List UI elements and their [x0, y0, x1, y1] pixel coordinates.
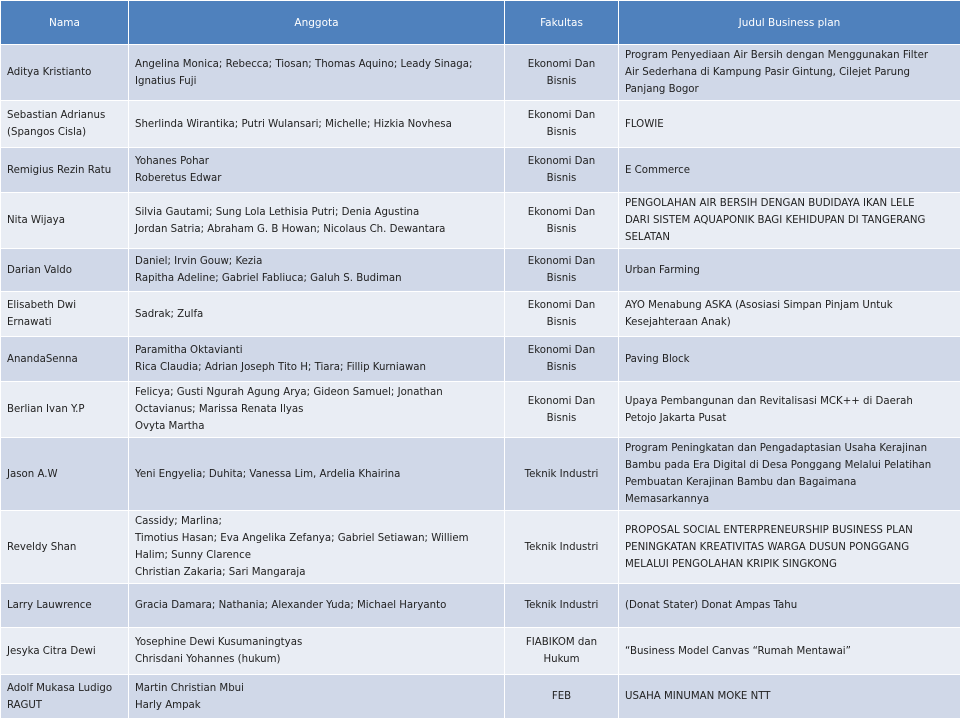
- business-plan-title-cell: [619, 249, 960, 292]
- cell-line: Felicya; Gusti Ngurah Agung Arya; Gideon Samuel; Jonathan: [135, 387, 443, 398]
- faculty-cell: [505, 675, 619, 719]
- cell-line: Bisnis: [546, 317, 577, 328]
- cell-line: Gracia Damara; Nathania; Alexander Yuda; Michael Haryanto: [135, 600, 447, 611]
- cell-line: FLOWIE: [625, 118, 664, 130]
- members-cell: [129, 337, 505, 382]
- cell-line: Teknik Industri: [524, 600, 599, 611]
- cell-line: Bisnis: [546, 127, 577, 138]
- cell-line: DARI SISTEM AQUAPONIK BAGI KEHIDUPAN DI TANGERANG: [625, 215, 926, 226]
- header-fakultas: Fakultas: [505, 1, 619, 45]
- table-row: [1, 438, 960, 511]
- business-plan-title-cell: [619, 45, 960, 101]
- cell-line: Panjang Bogor: [625, 84, 699, 95]
- members-cell: [129, 438, 505, 511]
- header-anggota: Anggota: [129, 1, 505, 45]
- name-cell: [1, 337, 129, 382]
- business-plan-title-cell: [619, 337, 960, 382]
- name-cell: [1, 675, 129, 719]
- name-cell: [1, 148, 129, 193]
- cell-line: SELATAN: [625, 232, 671, 243]
- cell-line: Halim; Sunny Clarence: [135, 550, 252, 561]
- name-cell: [1, 438, 129, 511]
- cell-line: Ekonomi Dan: [527, 345, 596, 356]
- cell-line: Ernawati: [7, 317, 52, 328]
- cell-line: Daniel; Irvin Gouw; Kezia: [135, 256, 263, 267]
- cell-line: AnandaSenna: [7, 353, 78, 365]
- cell-line: “Business Model Canvas “Rumah Mentawai”: [625, 645, 851, 657]
- faculty-cell: [505, 45, 619, 101]
- cell-line: USAHA MINUMAN MOKE NTT: [625, 691, 771, 702]
- cell-line: Ekonomi Dan: [527, 156, 596, 167]
- cell-line: Paving Block: [625, 353, 690, 365]
- cell-line: Teknik Industri: [524, 541, 599, 553]
- cell-line: Octavianus; Marissa Renata Ilyas: [135, 404, 304, 415]
- business-plan-title-cell: [619, 584, 960, 628]
- cell-line: E Commerce: [625, 164, 690, 176]
- faculty-cell: [505, 193, 619, 249]
- members-cell: [129, 628, 505, 675]
- business-plan-title-cell: [619, 438, 960, 511]
- cell-line: Aditya Kristianto: [7, 67, 92, 78]
- cell-line: Ekonomi Dan: [527, 110, 596, 121]
- name-cell: [1, 193, 129, 249]
- cell-line: AYO Menabung ASKA (Asosiasi Simpan Pinjam Untuk: [625, 300, 893, 311]
- faculty-cell: [505, 101, 619, 148]
- cell-line: Darian Valdo: [7, 264, 72, 276]
- table-row: [1, 382, 960, 438]
- members-cell: [129, 584, 505, 628]
- cell-line: Bisnis: [546, 223, 577, 235]
- name-cell: [1, 628, 129, 675]
- business-plan-title-cell: [619, 148, 960, 193]
- name-cell: [1, 249, 129, 292]
- cell-line: Larry Lauwrence: [7, 600, 92, 611]
- cell-line: Bisnis: [546, 273, 577, 284]
- members-cell: [129, 193, 505, 249]
- members-cell: [129, 292, 505, 337]
- cell-line: Timotius Hasan; Eva Angelika Zefanya; Gabriel Setiawan; Williem: [135, 533, 469, 544]
- cell-line: Jordan Satria; Abraham G. B Howan; Nicolaus Ch. Dewantara: [135, 223, 446, 235]
- cell-line: Program Penyediaan Air Bersih dengan Menggunakan Filter: [625, 50, 929, 61]
- cell-line: Ekonomi Dan: [527, 300, 596, 311]
- cell-line: Bisnis: [546, 412, 577, 424]
- name-cell: [1, 292, 129, 337]
- business-plan-title-cell: [619, 675, 960, 719]
- cell-line: PENINGKATAN KREATIVITAS WARGA DUSUN PONGGANG: [625, 541, 910, 553]
- members-cell: [129, 382, 505, 438]
- header-judul: Judul Business plan: [619, 1, 960, 45]
- cell-line: Program Peningkatan dan Pengadaptasian Usaha Kerajinan: [625, 443, 928, 454]
- cell-line: FIABIKOM dan: [525, 637, 598, 648]
- members-cell: [129, 101, 505, 148]
- members-cell: [129, 249, 505, 292]
- table-row: [1, 193, 960, 249]
- cell-line: Christian Zakaria; Sari Mangaraja: [135, 567, 306, 578]
- table-row: [1, 148, 960, 193]
- cell-line: Ekonomi Dan: [527, 256, 596, 267]
- cell-line: (Donat Stater) Donat Ampas Tahu: [625, 600, 798, 611]
- faculty-cell: [505, 584, 619, 628]
- cell-line: Ekonomi Dan: [527, 58, 596, 70]
- cell-line: PROPOSAL SOCIAL ENTERPRENEURSHIP BUSINESS PLAN: [625, 524, 913, 536]
- faculty-cell: [505, 438, 619, 511]
- business-plan-title-cell: [619, 101, 960, 148]
- cell-line: Bisnis: [546, 75, 577, 87]
- members-cell: [129, 45, 505, 101]
- cell-line: Martin Christian Mbui: [135, 682, 244, 694]
- business-plan-title-cell: [619, 292, 960, 337]
- name-cell: [1, 584, 129, 628]
- table-row: [1, 675, 960, 719]
- cell-line: Silvia Gautami; Sung Lola Lethisia Putri; Denia Agustina: [135, 206, 420, 218]
- cell-line: Adolf Mukasa Ludigo: [7, 682, 113, 694]
- cell-line: Bisnis: [546, 173, 577, 184]
- cell-line: MELALUI PENGOLAHAN KRIPIK SINGKONG: [625, 558, 837, 570]
- cell-line: Jesyka Citra Dewi: [7, 645, 96, 657]
- cell-line: Urban Farming: [625, 264, 700, 276]
- business-plan-title-cell: [619, 628, 960, 675]
- cell-line: Bisnis: [546, 362, 577, 373]
- cell-line: Remigius Rezin Ratu: [7, 164, 112, 176]
- faculty-cell: [505, 628, 619, 675]
- cell-line: RAGUT: [7, 699, 43, 711]
- members-cell: [129, 148, 505, 193]
- cell-line: Air Sederhana di Kampung Pasir Gintung, Cilejet Parung: [625, 67, 911, 78]
- faculty-cell: [505, 292, 619, 337]
- business-plan-title-cell: [619, 382, 960, 438]
- cell-line: Yohanes Pohar: [135, 156, 209, 167]
- cell-line: Nita Wijaya: [7, 215, 65, 226]
- cell-line: Sadrak; Zulfa: [135, 308, 204, 320]
- cell-line: FEB: [551, 691, 572, 702]
- cell-line: Pembuatan Kerajinan Bambu dan Bagaimana: [625, 477, 857, 488]
- cell-line: Roberetus Edwar: [135, 173, 222, 184]
- cell-line: Memasarkannya: [625, 494, 710, 505]
- cell-line: Yeni Engyelia; Duhita; Vanessa Lim, Ardelia Khairina: [135, 468, 401, 480]
- table-row: [1, 249, 960, 292]
- name-cell: [1, 45, 129, 101]
- cell-line: Angelina Monica; Rebecca; Tiosan; Thomas Aquino; Leady Sinaga;: [135, 58, 473, 70]
- cell-line: Jason A.W: [7, 468, 58, 480]
- cell-line: Bambu pada Era Digital di Desa Ponggang Melalui Pelatihan: [625, 460, 932, 471]
- table-row: [1, 511, 960, 584]
- cell-line: Rica Claudia; Adrian Joseph Tito H; Tiara; Fillip Kurniawan: [135, 362, 426, 373]
- faculty-cell: [505, 511, 619, 584]
- members-cell: [129, 511, 505, 584]
- cell-line: Upaya Pembangunan dan Revitalisasi MCK++ di Daerah: [625, 395, 913, 407]
- cell-line: Paramitha Oktavianti: [135, 345, 243, 356]
- faculty-cell: [505, 337, 619, 382]
- members-cell: [129, 675, 505, 719]
- table-row: [1, 337, 960, 382]
- cell-line: Rapitha Adeline; Gabriel Fabliuca; Galuh S. Budiman: [135, 273, 402, 284]
- table-row: [1, 584, 960, 628]
- cell-line: Sherlinda Wirantika; Putri Wulansari; Michelle; Hizkia Novhesa: [135, 118, 452, 130]
- business-plan-title-cell: [619, 511, 960, 584]
- cell-line: Chrisdani Yohannes (hukum): [135, 654, 281, 665]
- cell-line: Elisabeth Dwi: [7, 300, 77, 311]
- cell-line: Ovyta Martha: [135, 421, 205, 432]
- name-cell: [1, 511, 129, 584]
- cell-line: Reveldy Shan: [7, 541, 77, 553]
- cell-line: (Spangos Cisla): [7, 127, 87, 138]
- cell-line: Yosephine Dewi Kusumaningtyas: [135, 637, 303, 648]
- table-row: [1, 45, 960, 101]
- header-row: [1, 1, 960, 45]
- cell-line: Hukum: [543, 654, 580, 665]
- cell-line: Ignatius Fuji: [135, 75, 197, 87]
- header-nama: Nama: [1, 1, 129, 45]
- table-row: [1, 628, 960, 675]
- table-row: [1, 101, 960, 148]
- cell-line: Teknik Industri: [524, 468, 599, 480]
- cell-line: Berlian Ivan Y.P: [7, 404, 85, 415]
- faculty-cell: [505, 148, 619, 193]
- cell-line: Harly Ampak: [135, 699, 201, 711]
- cell-line: Ekonomi Dan: [527, 206, 596, 218]
- business-plan-title-cell: [619, 193, 960, 249]
- table-row: [1, 292, 960, 337]
- cell-line: Petojo Jakarta Pusat: [625, 412, 727, 424]
- cell-line: PENGOLAHAN AIR BERSIH DENGAN BUDIDAYA IKAN LELE: [625, 198, 915, 209]
- cell-line: Kesejahteraan Anak): [625, 317, 731, 328]
- cell-line: Cassidy; Marlina;: [135, 516, 222, 527]
- name-cell: [1, 382, 129, 438]
- cell-line: Ekonomi Dan: [527, 395, 596, 407]
- faculty-cell: [505, 382, 619, 438]
- cell-line: Sebastian Adrianus: [7, 110, 106, 121]
- faculty-cell: [505, 249, 619, 292]
- name-cell: [1, 101, 129, 148]
